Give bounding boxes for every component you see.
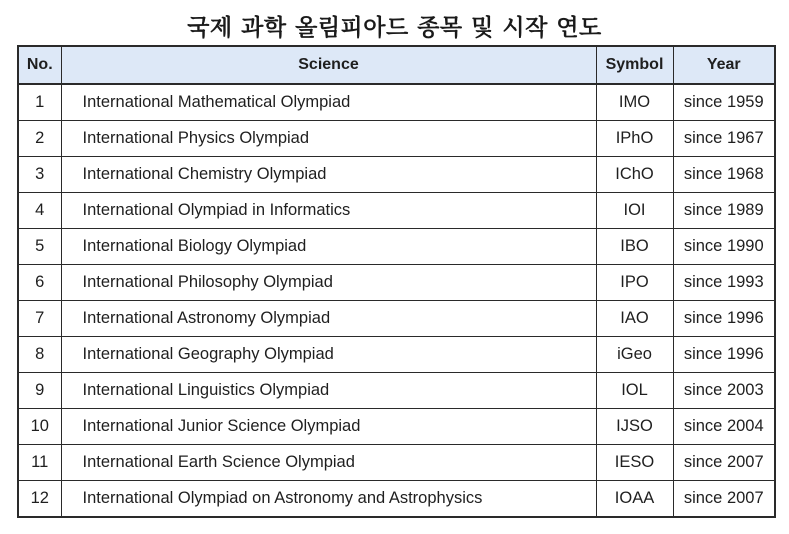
table-row xyxy=(18,301,775,337)
cell-no: 6 xyxy=(18,265,61,301)
cell-symbol: IJSO xyxy=(596,409,673,445)
cell-year: since 2003 xyxy=(673,373,775,409)
table-title: 국제 과학 올림피아드 종목 및 시작 연도 xyxy=(187,15,602,41)
cell-symbol: IOI xyxy=(596,193,673,229)
cell-science: International Junior Science Olympiad xyxy=(61,409,596,445)
cell-symbol: IOAA xyxy=(596,481,673,518)
cell-no: 10 xyxy=(18,409,61,445)
cell-science: International Olympiad on Astronomy and Astrophysics xyxy=(61,481,596,518)
cell-symbol: IChO xyxy=(596,157,673,193)
header-symbol: Symbol xyxy=(596,46,673,84)
table-row xyxy=(18,84,775,121)
cell-symbol: IOL xyxy=(596,373,673,409)
cell-symbol: IMO xyxy=(596,84,673,121)
cell-science: International Mathematical Olympiad xyxy=(61,84,596,121)
cell-year: since 2007 xyxy=(673,481,775,518)
cell-no: 12 xyxy=(18,481,61,518)
table-row xyxy=(18,229,775,265)
cell-symbol: IPhO xyxy=(596,121,673,157)
header-row xyxy=(18,46,775,84)
cell-year: since 1967 xyxy=(673,121,775,157)
cell-science: International Earth Science Olympiad xyxy=(61,445,596,481)
cell-year: since 1968 xyxy=(673,157,775,193)
cell-symbol: IAO xyxy=(596,301,673,337)
cell-year: since 1993 xyxy=(673,265,775,301)
table-row xyxy=(18,193,775,229)
cell-year: since 2007 xyxy=(673,445,775,481)
table-row xyxy=(18,265,775,301)
cell-no: 4 xyxy=(18,193,61,229)
table-row xyxy=(18,373,775,409)
table-row xyxy=(18,445,775,481)
cell-year: since 1996 xyxy=(673,301,775,337)
cell-science: International Geography Olympiad xyxy=(61,337,596,373)
cell-no: 2 xyxy=(18,121,61,157)
cell-science: International Astronomy Olympiad xyxy=(61,301,596,337)
cell-year: since 1996 xyxy=(673,337,775,373)
cell-science: International Physics Olympiad xyxy=(61,121,596,157)
header-year: Year xyxy=(673,46,775,84)
cell-no: 1 xyxy=(18,84,61,121)
header-no: No. xyxy=(18,46,61,84)
table-body xyxy=(18,84,775,517)
table-row xyxy=(18,481,775,518)
cell-no: 8 xyxy=(18,337,61,373)
cell-symbol: IPO xyxy=(596,265,673,301)
cell-science: International Olympiad in Informatics xyxy=(61,193,596,229)
cell-symbol: IBO xyxy=(596,229,673,265)
cell-no: 3 xyxy=(18,157,61,193)
cell-symbol: iGeo xyxy=(596,337,673,373)
table-header xyxy=(18,46,775,84)
table-row xyxy=(18,157,775,193)
header-science: Science xyxy=(61,46,596,84)
cell-science: International Biology Olympiad xyxy=(61,229,596,265)
table-row xyxy=(18,121,775,157)
cell-year: since 1990 xyxy=(673,229,775,265)
cell-science: International Linguistics Olympiad xyxy=(61,373,596,409)
cell-no: 5 xyxy=(18,229,61,265)
cell-no: 7 xyxy=(18,301,61,337)
cell-science: International Philosophy Olympiad xyxy=(61,265,596,301)
cell-year: since 1959 xyxy=(673,84,775,121)
cell-no: 11 xyxy=(18,445,61,481)
cell-symbol: IESO xyxy=(596,445,673,481)
cell-no: 9 xyxy=(18,373,61,409)
cell-year: since 1989 xyxy=(673,193,775,229)
cell-science: International Chemistry Olympiad xyxy=(61,157,596,193)
table-row xyxy=(18,337,775,373)
olympiad-table xyxy=(17,45,776,518)
table-row xyxy=(18,409,775,445)
cell-year: since 2004 xyxy=(673,409,775,445)
